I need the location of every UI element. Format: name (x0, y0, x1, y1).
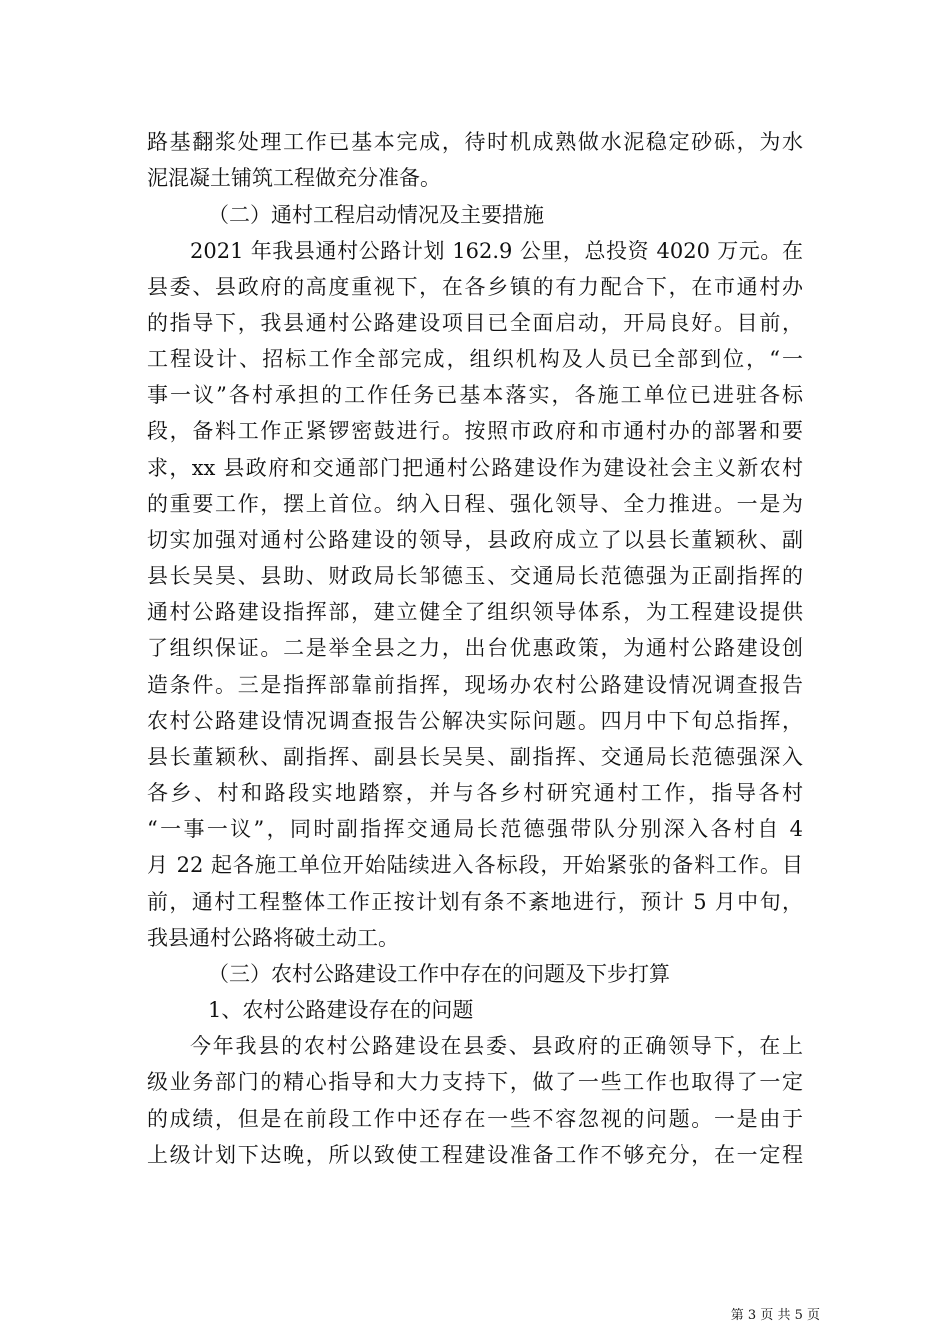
text-line: “一事一议”，同时副指挥交通局长范德强带队分别深入各村自 4 (147, 817, 803, 841)
text-line: 农村公路建设情况调查报告公解决实际问题。四月中下旬总指挥， (147, 709, 803, 733)
text-line: 造条件。三是指挥部靠前指挥，现场办农村公路建设情况调查报告 (147, 673, 803, 697)
text-line: 的重要工作，摆上首位。纳入日程、强化领导、全力推进。一是为 (147, 492, 803, 516)
section-heading: （二）通村工程启动情况及主要措施 (208, 203, 544, 227)
text-line: 切实加强对通村公路建设的领导，县政府成立了以县长董颖秋、副 (147, 528, 803, 552)
page-number: 第 3 页 共 5 页 (730, 1308, 820, 1323)
text-line: 的指导下，我县通村公路建设项目已全面启动，开局良好。目前， (147, 311, 803, 335)
text-line: 县长吴昊、县助、财政局长邹德玉、交通局长范德强为正副指挥的 (147, 564, 803, 588)
text-line: 县委、县政府的高度重视下，在各乡镇的有力配合下，在市通村办 (147, 275, 803, 299)
text-line: 泥混凝土铺筑工程做充分准备。 (147, 166, 441, 190)
text-line: 路基翻浆处理工作已基本完成，待时机成熟做水泥稳定砂砾，为水 (147, 130, 803, 154)
subsection-heading: 1、农村公路建设存在的问题 (208, 998, 474, 1022)
text-line: 2021 年我县通村公路计划 162.9 公里，总投资 4020 万元。在 (190, 239, 803, 263)
text-line: 求，xx 县政府和交通部门把通村公路建设作为建设社会主义新农村 (147, 456, 803, 480)
text-line: 前，通村工程整体工作正按计划有条不紊地进行，预计 5 月中旬， (147, 890, 803, 914)
text-line: 月 22 起各施工单位开始陆续进入各标段，开始紧张的备料工作。目 (147, 853, 803, 877)
text-line: 县长董颖秋、副指挥、副县长吴昊、副指挥、交通局长范德强深入 (147, 745, 803, 769)
text-line: 段，备料工作正紧锣密鼓进行。按照市政府和市通村办的部署和要 (147, 419, 803, 443)
text-line: 通村公路建设指挥部，建立健全了组织领导体系，为工程建设提供 (147, 600, 803, 624)
text-line: 级业务部门的精心指导和大力支持下，做了一些工作也取得了一定 (147, 1070, 803, 1094)
text-line: 我县通村公路将破土动工。 (147, 926, 399, 950)
text-line: 了组织保证。二是举全县之力，出台优惠政策，为通村公路建设创 (147, 636, 803, 660)
section-heading: （三）农村公路建设工作中存在的问题及下步打算 (208, 962, 670, 986)
text-line: 今年我县的农村公路建设在县委、县政府的正确领导下，在上 (190, 1034, 803, 1058)
text-line: 工程设计、招标工作全部完成，组织机构及人员已全部到位，“一 (147, 347, 803, 371)
text-line: 的成绩，但是在前段工作中还存在一些不容忽视的问题。一是由于 (147, 1107, 803, 1131)
text-line: 上级计划下达晚，所以致使工程建设准备工作不够充分，在一定程 (147, 1143, 803, 1167)
text-line: 各乡、村和路段实地踏察，并与各乡村研究通村工作，指导各村 (147, 781, 803, 805)
text-line: 事一议”各村承担的工作任务已基本落实，各施工单位已进驻各标 (147, 383, 803, 407)
